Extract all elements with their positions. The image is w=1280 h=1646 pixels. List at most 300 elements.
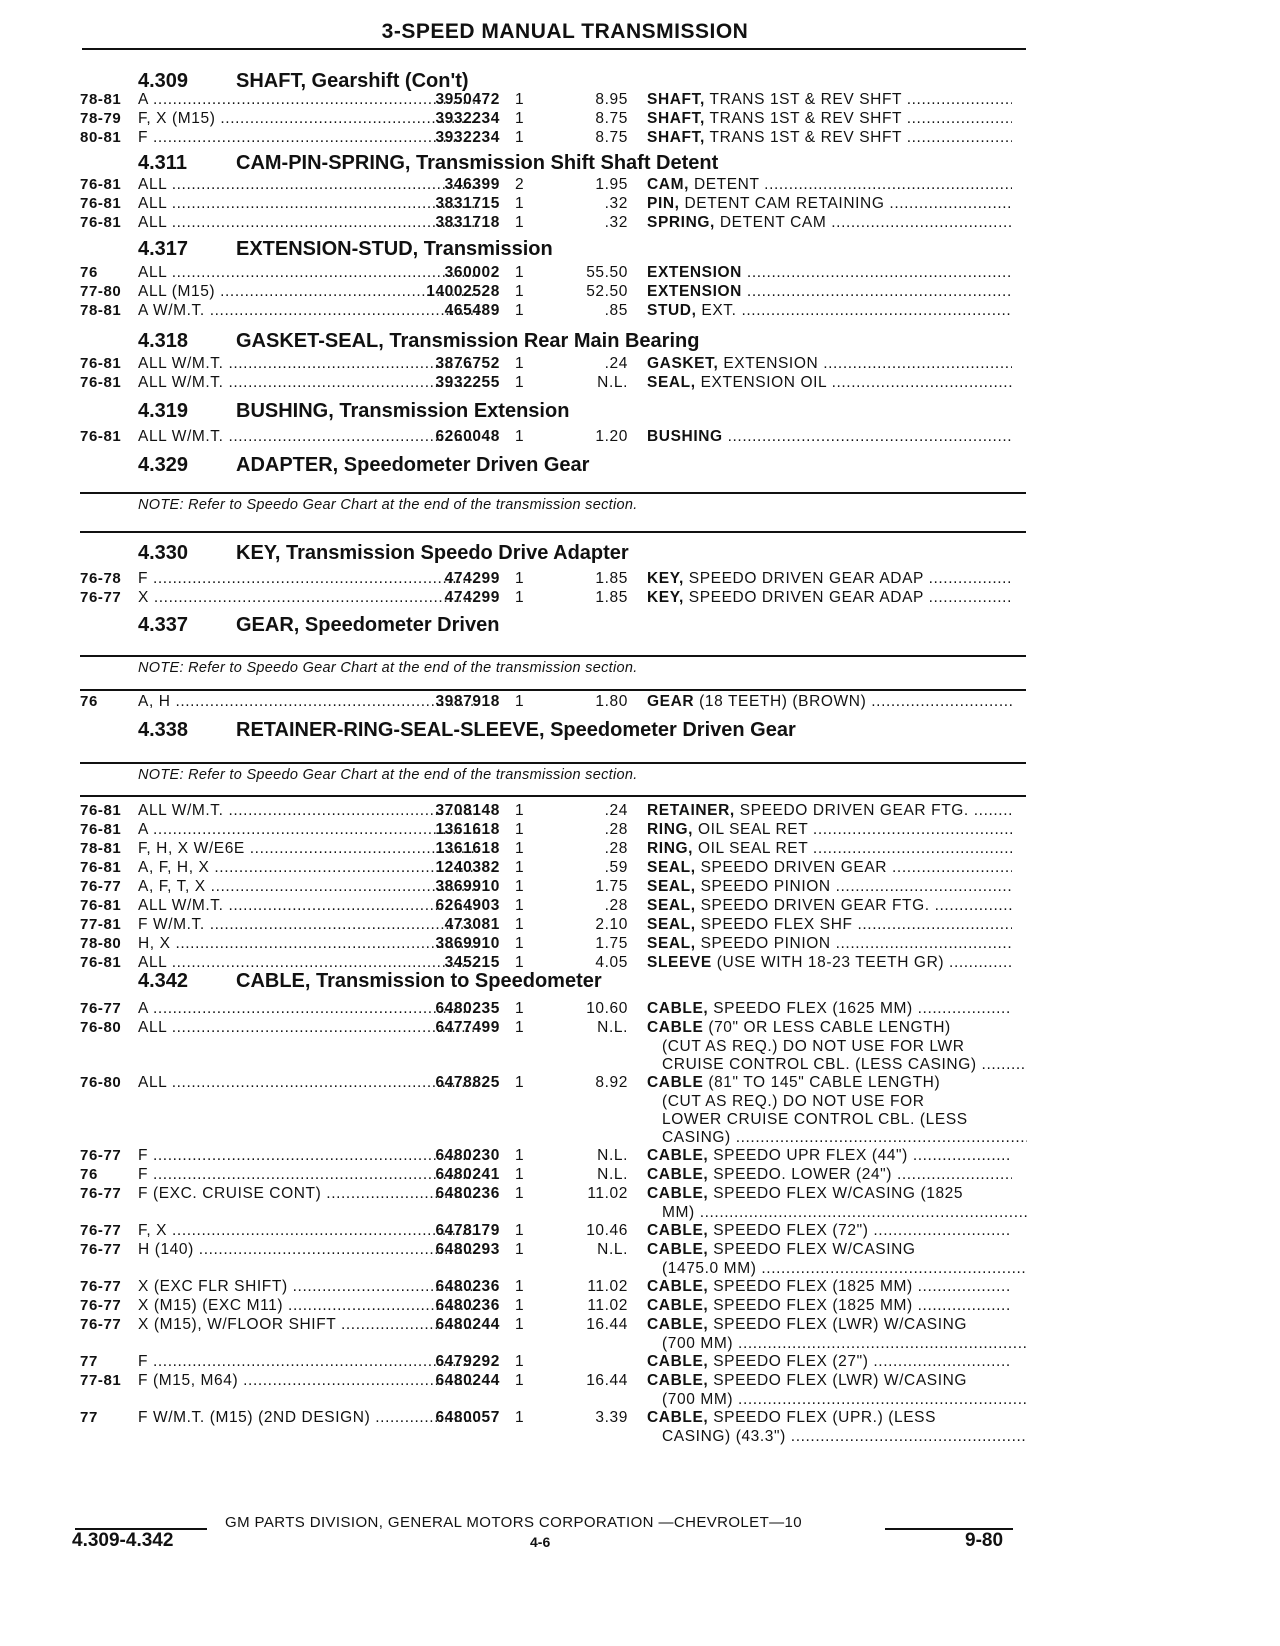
section-heading (138, 612, 1018, 638)
part-number: 346399 (444, 176, 500, 193)
parts-row (80, 1018, 1030, 1037)
model-years: 76-80 (80, 1019, 122, 1036)
part-description (647, 109, 1012, 128)
parts-row (80, 213, 1030, 232)
part-detail: DETENT (693, 176, 760, 193)
part-description-continuation (662, 1092, 1027, 1111)
part-description (647, 934, 1012, 953)
parts-row (80, 1408, 1030, 1427)
quantity: 1 (515, 1000, 525, 1017)
part-description (647, 194, 1012, 213)
model-years: 77 (80, 1353, 98, 1370)
quantity: 1 (515, 1222, 525, 1239)
quantity: 1 (515, 916, 525, 933)
application: A, F, H, X ..... (138, 858, 480, 877)
parts-row (80, 569, 1030, 588)
model-years: 76-77 (80, 1316, 122, 1333)
note-rule-top (80, 655, 1026, 657)
application: ALL W/M.T. ..... (138, 373, 480, 392)
part-description-continuation (662, 1334, 1027, 1353)
application: ALL ..... (138, 213, 480, 232)
application: F, H, X W/E6E ..... (138, 839, 480, 858)
part-detail: (18 TEETH) (BROWN) (699, 693, 867, 710)
section-number: 4.330 (138, 542, 189, 564)
application: ALL ..... (138, 1018, 480, 1037)
part-description-continuation (662, 1427, 1027, 1446)
part-detail: SPEEDO FLEX SHF (700, 916, 853, 933)
quantity: 1 (515, 1166, 525, 1183)
note-rule-bottom (80, 795, 1026, 797)
quantity: 1 (515, 1316, 525, 1333)
application: H, X ..... (138, 934, 480, 953)
continuation-text: CASING) (43.3") (662, 1428, 786, 1445)
part-description (647, 1315, 1012, 1334)
parts-row (80, 896, 1030, 915)
section-heading (138, 328, 1018, 354)
part-detail: SPEEDO. LOWER (24") (713, 1166, 893, 1183)
price: 1.85 (595, 589, 628, 606)
part-number: 474299 (444, 589, 500, 606)
price: 11.02 (587, 1278, 628, 1295)
part-name: CAM, (647, 176, 690, 193)
application: ALL W/M.T. ..... (138, 801, 480, 820)
parts-row-continuation (80, 1092, 1030, 1111)
parts-row (80, 301, 1030, 320)
parts-row-continuation (80, 1110, 1030, 1129)
part-detail: SPEEDO UPR FLEX (44") (713, 1147, 908, 1164)
note-rule-top (80, 762, 1026, 764)
model-years: 76-77 (80, 1241, 122, 1258)
part-number: 474299 (444, 570, 500, 587)
section-title: CABLE, Transmission to Speedometer (236, 970, 602, 992)
part-detail: TRANS 1ST & REV SHFT (709, 91, 902, 108)
part-number: 3869910 (435, 935, 500, 952)
section-title: EXTENSION-STUD, Transmission (236, 238, 553, 260)
part-description (647, 1018, 1012, 1037)
part-name: BUSHING (647, 428, 723, 445)
part-detail: EXTENSION OIL (700, 374, 827, 391)
quantity: 1 (515, 1297, 525, 1314)
parts-row (80, 934, 1030, 953)
price: 16.44 (586, 1316, 628, 1333)
model-years: 76-80 (80, 1074, 122, 1091)
price: .28 (604, 821, 628, 838)
parts-row (80, 1240, 1030, 1259)
part-number: 6479292 (435, 1353, 500, 1370)
price: 8.75 (595, 110, 628, 127)
application: H (140) ..... (138, 1240, 480, 1259)
price: 3.39 (595, 1409, 628, 1426)
part-description (647, 1073, 1012, 1092)
part-detail: DETENT CAM RETAINING (684, 195, 885, 212)
part-name: SHAFT, (647, 129, 705, 146)
part-name: SLEEVE (647, 954, 712, 971)
part-detail: (USE WITH 18-23 TEETH GR) (716, 954, 945, 971)
part-number: 3987918 (435, 693, 500, 710)
quantity: 2 (515, 176, 525, 193)
continuation-text: LOWER CRUISE CONTROL CBL. (LESS (662, 1111, 968, 1128)
quantity: 1 (515, 859, 525, 876)
part-description (647, 213, 1012, 232)
section-number: 4.342 (138, 970, 189, 992)
part-detail: SPEEDO FLEX (LWR) W/CASING (713, 1316, 968, 1333)
part-number: 345215 (444, 954, 500, 971)
part-description-continuation (662, 1203, 1027, 1222)
application: A ..... (138, 999, 480, 1018)
application: X (M15) (EXC M11) ..... (138, 1296, 480, 1315)
page-title: 3-SPEED MANUAL TRANSMISSION (381, 20, 749, 43)
continuation-text: MM) (662, 1204, 695, 1221)
part-description (647, 801, 1012, 820)
price: .85 (604, 302, 628, 319)
part-description (647, 1408, 1012, 1427)
model-years: 76-77 (80, 1297, 122, 1314)
model-years: 76-77 (80, 1278, 122, 1295)
parts-row (80, 588, 1030, 607)
model-years: 76-81 (80, 897, 122, 914)
part-name: CABLE (647, 1019, 704, 1036)
part-number: 3831718 (435, 214, 500, 231)
price: 16.44 (586, 1372, 628, 1389)
part-name: SEAL, (647, 935, 696, 952)
model-years: 76-81 (80, 859, 122, 876)
price: N.L. (597, 1019, 628, 1036)
part-name: GASKET, (647, 355, 719, 372)
part-name: CABLE, (647, 1316, 709, 1333)
quantity: 1 (515, 693, 525, 710)
application: A, H ..... (138, 692, 480, 711)
part-description (647, 1277, 1012, 1296)
part-number: 3932255 (435, 374, 500, 391)
part-name: RING, (647, 821, 694, 838)
part-number: 6478825 (435, 1074, 500, 1091)
application: F W/M.T. ..... (138, 915, 480, 934)
part-number: 3932234 (435, 129, 500, 146)
price: .28 (604, 840, 628, 857)
parts-row (80, 373, 1030, 392)
application: ALL ..... (138, 263, 480, 282)
part-number: 6480241 (435, 1166, 500, 1183)
quantity: 1 (515, 283, 525, 300)
price: .32 (604, 195, 628, 212)
part-description (647, 1165, 1012, 1184)
parts-row (80, 1146, 1030, 1165)
quantity: 1 (515, 264, 525, 281)
price: .28 (604, 897, 628, 914)
section-heading (138, 717, 1018, 743)
speedo-gear-note: NOTE: Refer to Speedo Gear Chart at the end of the transmission section. (138, 497, 638, 513)
parts-row-continuation (80, 1427, 1030, 1446)
part-detail: SPEEDO DRIVEN GEAR FTG. (700, 897, 930, 914)
footer-page-number: 4-6 (530, 1534, 551, 1550)
section-number: 4.318 (138, 330, 189, 352)
part-name: SEAL, (647, 897, 696, 914)
part-number: 6480236 (435, 1297, 500, 1314)
quantity: 1 (515, 110, 525, 127)
quantity: 1 (515, 840, 525, 857)
part-number: 6260048 (435, 428, 500, 445)
quantity: 1 (515, 1147, 525, 1164)
part-detail: SPEEDO FLEX (1625 MM) (713, 1000, 913, 1017)
part-number: 6480057 (435, 1409, 500, 1426)
part-description (647, 877, 1012, 896)
application: F ..... (138, 128, 480, 147)
footer-date: 9-80 (965, 1530, 1004, 1551)
part-description (647, 90, 1012, 109)
price: 1.75 (595, 935, 628, 952)
price: 10.46 (586, 1222, 628, 1239)
part-description (647, 1146, 1012, 1165)
continuation-text: (1475.0 MM) (662, 1260, 757, 1277)
parts-row (80, 801, 1030, 820)
application: A ..... (138, 820, 480, 839)
quantity: 1 (515, 821, 525, 838)
parts-row (80, 109, 1030, 128)
part-description-continuation (662, 1037, 1027, 1056)
part-name: CABLE, (647, 1278, 709, 1295)
part-detail: SPEEDO DRIVEN GEAR (700, 859, 888, 876)
parts-row (80, 820, 1030, 839)
price: N.L. (597, 374, 628, 391)
price: N.L. (597, 1241, 628, 1258)
quantity: 1 (515, 129, 525, 146)
note-rule-bottom (80, 689, 1026, 691)
section-title: RETAINER-RING-SEAL-SLEEVE, Speedometer Driven Gear (236, 719, 796, 741)
part-number: 3950472 (435, 91, 500, 108)
parts-row-continuation (80, 1334, 1030, 1353)
part-detail: OIL SEAL RET (697, 840, 808, 857)
parts-row (80, 128, 1030, 147)
model-years: 77-80 (80, 283, 122, 300)
part-number: 6480244 (435, 1372, 500, 1389)
section-title: CAM-PIN-SPRING, Transmission Shift Shaft Detent (236, 152, 719, 174)
parts-row (80, 915, 1030, 934)
quantity: 1 (515, 214, 525, 231)
part-description (647, 354, 1012, 373)
model-years: 80-81 (80, 129, 122, 146)
application: F, X (M15) ..... (138, 109, 480, 128)
price: 2.10 (595, 916, 628, 933)
part-description (647, 588, 1012, 607)
parts-row-continuation (80, 1037, 1030, 1056)
parts-row (80, 1165, 1030, 1184)
part-name: CABLE, (647, 1353, 709, 1370)
parts-row (80, 692, 1030, 711)
part-detail: SPEEDO FLEX (72") (713, 1222, 869, 1239)
part-description (647, 569, 1012, 588)
footer-range: 4.309-4.342 (72, 1530, 174, 1551)
model-years: 76-78 (80, 570, 122, 587)
price: 10.60 (586, 1000, 628, 1017)
parts-row (80, 1184, 1030, 1203)
part-description (647, 301, 1012, 320)
part-description-continuation (662, 1390, 1027, 1409)
parts-row (80, 877, 1030, 896)
application: ALL (M15) ..... (138, 282, 480, 301)
price: .24 (604, 355, 628, 372)
part-number: 6480236 (435, 1278, 500, 1295)
part-detail: EXTENSION (723, 355, 819, 372)
model-years: 78-79 (80, 110, 122, 127)
part-detail: SPEEDO FLEX (27") (713, 1353, 869, 1370)
section-number: 4.309 (138, 70, 189, 92)
quantity: 1 (515, 878, 525, 895)
model-years: 77-81 (80, 1372, 122, 1389)
part-detail: SPEEDO FLEX W/CASING (713, 1241, 916, 1258)
part-number: 360002 (444, 264, 500, 281)
model-years: 76-77 (80, 1147, 122, 1164)
model-years: 76-81 (80, 802, 122, 819)
section-heading (138, 452, 1018, 478)
quantity: 1 (515, 897, 525, 914)
model-years: 76-81 (80, 374, 122, 391)
part-description-continuation (662, 1259, 1027, 1278)
model-years: 76 (80, 264, 98, 281)
part-description-continuation (662, 1110, 1027, 1129)
part-number: 1240382 (435, 859, 500, 876)
part-name: EXTENSION (647, 283, 742, 300)
application: ALL ..... (138, 953, 480, 972)
continuation-text: (700 MM) (662, 1335, 734, 1352)
continuation-text: (700 MM) (662, 1391, 734, 1408)
part-detail: SPEEDO DRIVEN GEAR ADAP (688, 570, 924, 587)
part-number: 3932234 (435, 110, 500, 127)
model-years: 76-81 (80, 355, 122, 372)
parts-row-continuation (80, 1390, 1030, 1409)
application: F ..... (138, 1352, 480, 1371)
model-years: 76-81 (80, 195, 122, 212)
application: ALL ..... (138, 175, 480, 194)
part-number: 1361618 (435, 821, 500, 838)
price: 55.50 (586, 264, 628, 281)
model-years: 78-81 (80, 840, 122, 857)
part-detail: (70" OR LESS CABLE LENGTH) (708, 1019, 951, 1036)
part-name: RING, (647, 840, 694, 857)
application: X (M15), W/FLOOR SHIFT ..... (138, 1315, 480, 1334)
quantity: 1 (515, 1372, 525, 1389)
note-rule-bottom (80, 531, 1026, 533)
continuation-text: CASING) (662, 1129, 731, 1146)
model-years: 76 (80, 1166, 98, 1183)
part-name: SHAFT, (647, 91, 705, 108)
speedo-gear-note: NOTE: Refer to Speedo Gear Chart at the end of the transmission section. (138, 767, 638, 783)
part-name: GEAR (647, 693, 695, 710)
section-title: SHAFT, Gearshift (Con't) (236, 70, 469, 92)
part-number: 6478179 (435, 1222, 500, 1239)
parts-row (80, 1352, 1030, 1371)
section-number: 4.319 (138, 400, 189, 422)
part-detail: SPEEDO FLEX (UPR.) (LESS (713, 1409, 937, 1426)
part-number: 6480230 (435, 1147, 500, 1164)
model-years: 76-77 (80, 878, 122, 895)
part-name: KEY, (647, 589, 684, 606)
part-description-continuation (662, 1055, 1027, 1074)
parts-row (80, 1296, 1030, 1315)
parts-row (80, 175, 1030, 194)
quantity: 1 (515, 1185, 525, 1202)
section-number: 4.338 (138, 719, 189, 741)
part-detail: OIL SEAL RET (697, 821, 808, 838)
quantity: 1 (515, 428, 525, 445)
part-number: 6480293 (435, 1241, 500, 1258)
section-title: GASKET-SEAL, Transmission Rear Main Bearing (236, 330, 700, 352)
model-years: 77-81 (80, 916, 122, 933)
part-name: CABLE (647, 1074, 704, 1091)
part-name: PIN, (647, 195, 680, 212)
part-name: SHAFT, (647, 110, 705, 127)
quantity: 1 (515, 935, 525, 952)
quantity: 1 (515, 1074, 525, 1091)
section-title: GEAR, Speedometer Driven (236, 614, 500, 636)
part-description (647, 839, 1012, 858)
part-detail: SPEEDO FLEX (LWR) W/CASING (713, 1372, 968, 1389)
price: .24 (604, 802, 628, 819)
application: X ..... (138, 588, 480, 607)
part-description (647, 896, 1012, 915)
price: .32 (604, 214, 628, 231)
part-description (647, 858, 1012, 877)
part-name: SEAL, (647, 374, 696, 391)
quantity: 1 (515, 802, 525, 819)
part-number: 465489 (444, 302, 500, 319)
footer-publisher: GM PARTS DIVISION, GENERAL MOTORS CORPORATION —CHEVROLET—10 (225, 1514, 803, 1531)
application: F ..... (138, 569, 480, 588)
parts-row-continuation (80, 1203, 1030, 1222)
parts-row (80, 90, 1030, 109)
part-name: SEAL, (647, 878, 696, 895)
parts-row (80, 354, 1030, 373)
price: .59 (604, 859, 628, 876)
parts-row (80, 1371, 1030, 1390)
application: A ..... (138, 90, 480, 109)
model-years: 77 (80, 1409, 98, 1426)
section-title: KEY, Transmission Speedo Drive Adapter (236, 542, 629, 564)
continuation-text: (CUT AS REQ.) DO NOT USE FOR LWR (662, 1038, 965, 1055)
section-number: 4.311 (138, 152, 187, 174)
part-name: SPRING, (647, 214, 715, 231)
application: X (EXC FLR SHIFT) ..... (138, 1277, 480, 1296)
part-number: 6480236 (435, 1185, 500, 1202)
part-number: 6477499 (435, 1019, 500, 1036)
model-years: 76-77 (80, 589, 122, 606)
application: F ..... (138, 1165, 480, 1184)
price: 1.20 (595, 428, 628, 445)
part-number: 1361618 (435, 840, 500, 857)
application: F W/M.T. (M15) (2ND DESIGN) ..... (138, 1408, 480, 1427)
section-heading (138, 398, 1018, 424)
part-number: 3708148 (435, 802, 500, 819)
model-years: 76 (80, 693, 98, 710)
part-description (647, 820, 1012, 839)
part-number: 6480235 (435, 1000, 500, 1017)
application: A, F, T, X ..... (138, 877, 480, 896)
quantity: 1 (515, 355, 525, 372)
part-detail: SPEEDO DRIVEN GEAR FTG. (739, 802, 969, 819)
quantity: 1 (515, 589, 525, 606)
application: A W/M.T. ..... (138, 301, 480, 320)
section-title: ADAPTER, Speedometer Driven Gear (236, 454, 590, 476)
part-name: CABLE, (647, 1297, 709, 1314)
part-detail: (81" TO 145" CABLE LENGTH) (708, 1074, 941, 1091)
section-number: 4.317 (138, 238, 189, 260)
part-name: CABLE, (647, 1222, 709, 1239)
parts-row (80, 839, 1030, 858)
header-rule (82, 48, 1026, 50)
price: 1.85 (595, 570, 628, 587)
part-name: CABLE, (647, 1000, 709, 1017)
section-heading (138, 968, 1018, 994)
part-name: KEY, (647, 570, 684, 587)
